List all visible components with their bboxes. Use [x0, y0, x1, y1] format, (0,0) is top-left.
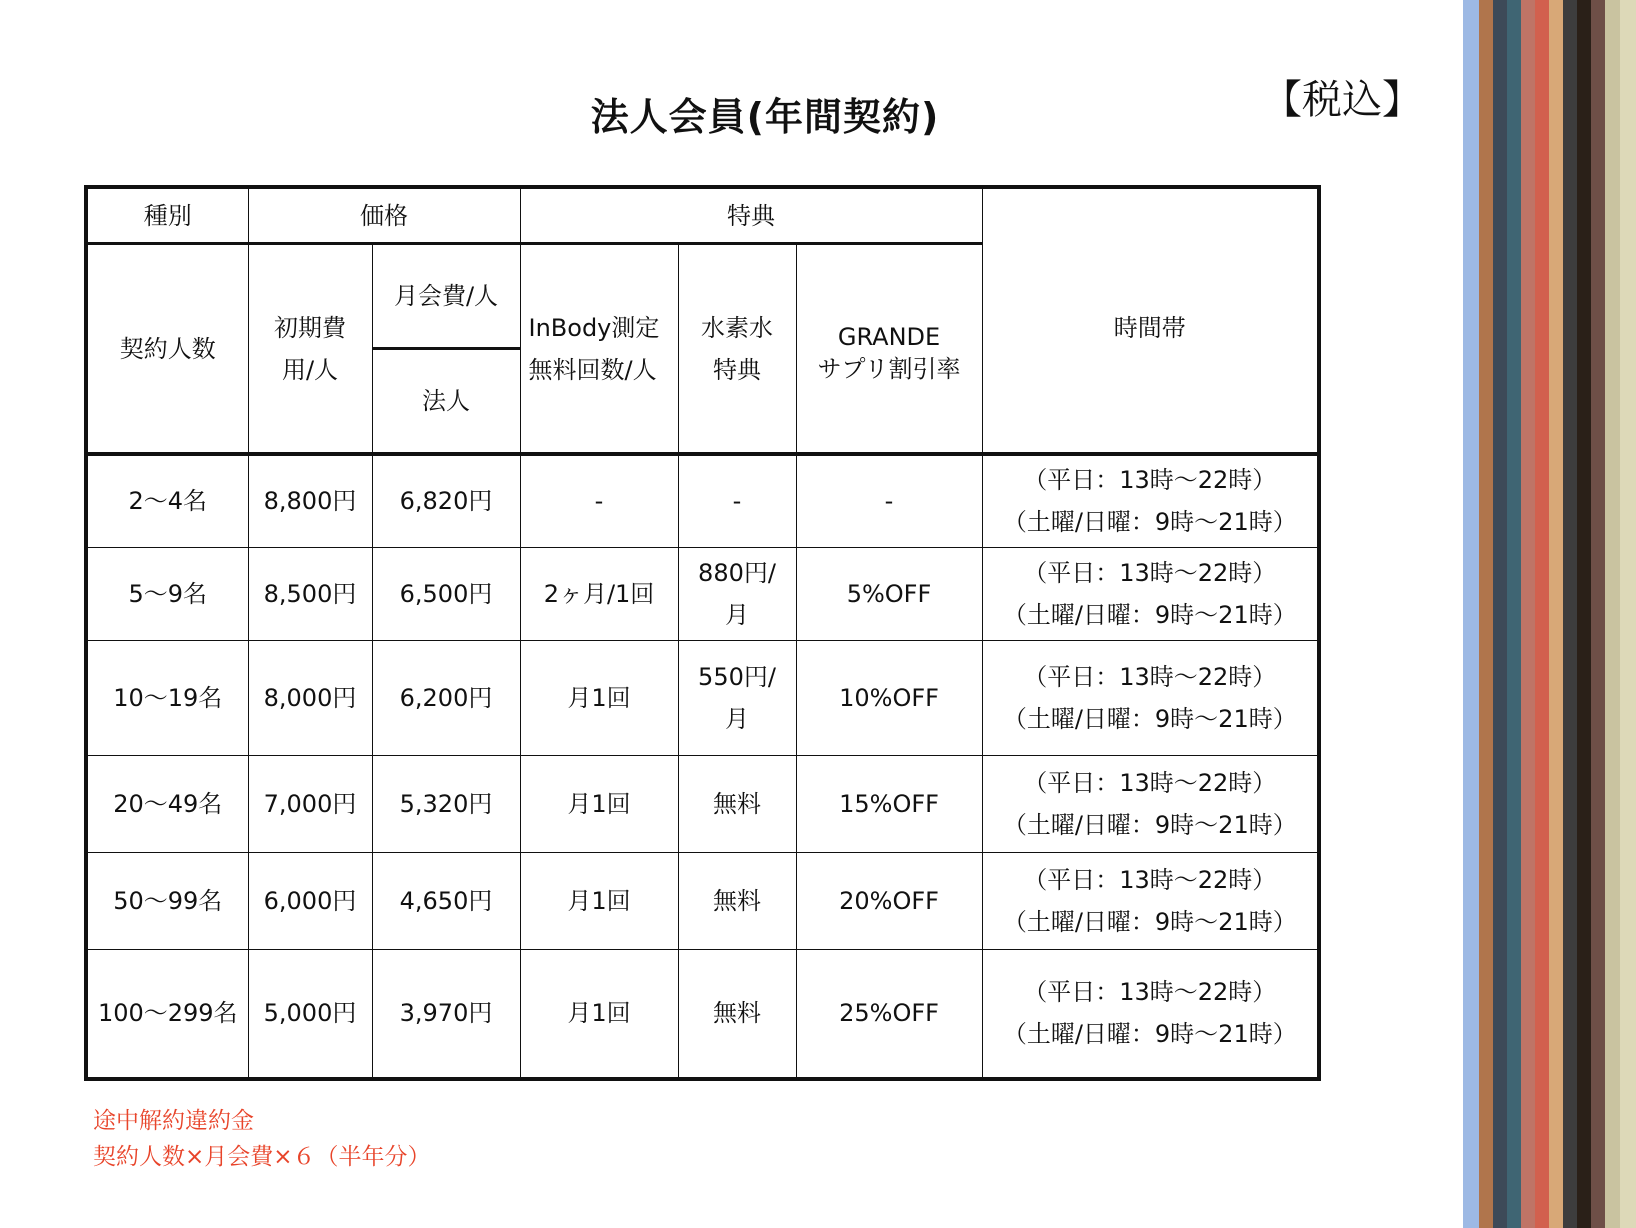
stripe-bar — [1620, 0, 1636, 1228]
cell-grande-discount: 5%OFF — [796, 547, 982, 640]
stripe-bar — [1605, 0, 1620, 1228]
cell-grande-discount: - — [796, 454, 982, 547]
cell-contract-count: 5〜9名 — [86, 547, 248, 640]
stripe-bar — [1591, 0, 1605, 1228]
table-row — [86, 949, 1319, 1079]
cell-hydrogen — [678, 454, 796, 547]
stripe-bar — [1479, 0, 1493, 1228]
table-row — [86, 640, 1319, 755]
header-grande-line2: サプリ割引率 — [817, 354, 961, 383]
cell-contract-count: 2〜4名 — [86, 454, 248, 547]
stripe-bar — [1493, 0, 1507, 1228]
cell-hours — [982, 547, 1319, 640]
cell-hours — [982, 852, 1319, 949]
header-hours — [982, 187, 1319, 454]
cell-contract-count: 20〜49名 — [86, 755, 248, 852]
stripe-bar — [1549, 0, 1563, 1228]
cell-hours-line1: （平日：13時〜22時） — [1023, 768, 1277, 797]
cell-monthly-fee: 3,970円 — [372, 949, 520, 1079]
cell-initial-fee: 7,000円 — [248, 755, 372, 852]
cell-hours-line1: （平日：13時〜22時） — [1023, 466, 1277, 495]
cell-hydrogen-line1: 無料 — [713, 999, 761, 1028]
cell-grande-discount: 25%OFF — [796, 949, 982, 1079]
cell-monthly-fee: 6,820円 — [372, 454, 520, 547]
header-inbody — [520, 244, 678, 454]
cell-hours-line2: （土曜/日曜：9時〜21時） — [1002, 600, 1297, 629]
header-grande-line1: GRANDE — [837, 322, 941, 351]
cell-monthly-fee: 5,320円 — [372, 755, 520, 852]
header-corporate: 法人 — [372, 349, 520, 454]
cell-hydrogen — [678, 852, 796, 949]
stripe-bar — [1507, 0, 1521, 1228]
page-title: 法人会員(年間契約) — [590, 95, 940, 139]
header-inbody-line2: 無料回数/人 — [528, 355, 657, 384]
header-monthly-fee: 月会費/人 — [372, 244, 520, 349]
cell-monthly-fee: 6,200円 — [372, 640, 520, 755]
cell-hours-line2: （土曜/日曜：9時〜21時） — [1002, 508, 1297, 537]
cell-hydrogen-line1: 無料 — [713, 886, 761, 915]
cell-hydrogen-line1: - — [732, 487, 742, 516]
header-hydrogen-line2: 特典 — [713, 355, 761, 384]
cell-initial-fee: 8,500円 — [248, 547, 372, 640]
cell-hydrogen — [678, 640, 796, 755]
cell-initial-fee: 8,000円 — [248, 640, 372, 755]
cell-hydrogen-line1: 880円/ — [698, 558, 776, 587]
cell-contract-count: 100〜299名 — [86, 949, 248, 1079]
cell-hours-line2: （土曜/日曜：9時〜21時） — [1002, 810, 1297, 839]
table-row — [86, 852, 1319, 949]
cell-hours — [982, 755, 1319, 852]
cell-hours-line1: （平日：13時〜22時） — [1023, 662, 1277, 691]
cell-hours-line1: （平日：13時〜22時） — [1023, 865, 1277, 894]
cell-hydrogen-line1: 550円/ — [698, 662, 776, 691]
cell-grande-discount: 15%OFF — [796, 755, 982, 852]
cell-inbody: 月1回 — [520, 852, 678, 949]
cell-hydrogen — [678, 547, 796, 640]
header-price: 価格 — [248, 187, 520, 244]
cell-initial-fee: 6,000円 — [248, 852, 372, 949]
table-row — [86, 454, 1319, 547]
stripe-bar — [1521, 0, 1535, 1228]
cell-monthly-fee: 6,500円 — [372, 547, 520, 640]
decorative-stripes — [1463, 0, 1636, 1228]
stripe-bar — [1563, 0, 1577, 1228]
cell-hours-line1: （平日：13時〜22時） — [1023, 978, 1277, 1007]
cell-inbody: 2ヶ月/1回 — [520, 547, 678, 640]
cell-initial-fee: 5,000円 — [248, 949, 372, 1079]
cell-hours — [982, 640, 1319, 755]
header-grande — [796, 244, 982, 454]
cell-hydrogen-line1: 無料 — [713, 789, 761, 818]
cell-hours-line2: （土曜/日曜：9時〜21時） — [1002, 704, 1297, 733]
cell-inbody: 月1回 — [520, 755, 678, 852]
header-hours-text: 時間帯 — [1113, 314, 1186, 342]
cell-contract-count: 50〜99名 — [86, 852, 248, 949]
header-initial-fee — [248, 244, 372, 454]
cell-grande-discount: 10%OFF — [796, 640, 982, 755]
table-row — [86, 755, 1319, 852]
note-cancellation-title: 途中解約違約金 — [93, 1108, 254, 1134]
header-hydrogen — [678, 244, 796, 454]
cell-hours — [982, 454, 1319, 547]
header-inbody-line1: InBody測定 — [528, 313, 660, 342]
header-perks: 特典 — [520, 187, 982, 244]
cell-hydrogen — [678, 949, 796, 1079]
tax-label: 【税込】 — [1262, 77, 1422, 123]
header-initial-fee-line2: 用/人 — [281, 355, 339, 384]
cell-hours-line1: （平日：13時〜22時） — [1023, 558, 1277, 587]
cell-inbody: 月1回 — [520, 949, 678, 1079]
cell-contract-count: 10〜19名 — [86, 640, 248, 755]
stripe-bar — [1463, 0, 1479, 1228]
pricing-table — [84, 185, 1321, 1081]
cell-hours — [982, 949, 1319, 1079]
stripe-bar — [1577, 0, 1591, 1228]
stripe-bar — [1535, 0, 1549, 1228]
header-contract-count: 契約人数 — [86, 244, 248, 454]
cell-hydrogen-line2: 月 — [725, 600, 749, 629]
table-row — [86, 547, 1319, 640]
cell-inbody: 月1回 — [520, 640, 678, 755]
cell-inbody: - — [520, 454, 678, 547]
note-cancellation-formula: 契約人数×月会費×６（半年分） — [93, 1144, 431, 1170]
header-hydrogen-line1: 水素水 — [701, 313, 773, 342]
cell-hours-line2: （土曜/日曜：9時〜21時） — [1002, 1020, 1297, 1049]
header-type: 種別 — [86, 187, 248, 244]
cell-monthly-fee: 4,650円 — [372, 852, 520, 949]
header-initial-fee-line1: 初期費 — [274, 313, 346, 342]
cell-hydrogen — [678, 755, 796, 852]
cell-hours-line2: （土曜/日曜：9時〜21時） — [1002, 907, 1297, 936]
cell-grande-discount: 20%OFF — [796, 852, 982, 949]
cell-initial-fee: 8,800円 — [248, 454, 372, 547]
cell-hydrogen-line2: 月 — [725, 704, 749, 733]
